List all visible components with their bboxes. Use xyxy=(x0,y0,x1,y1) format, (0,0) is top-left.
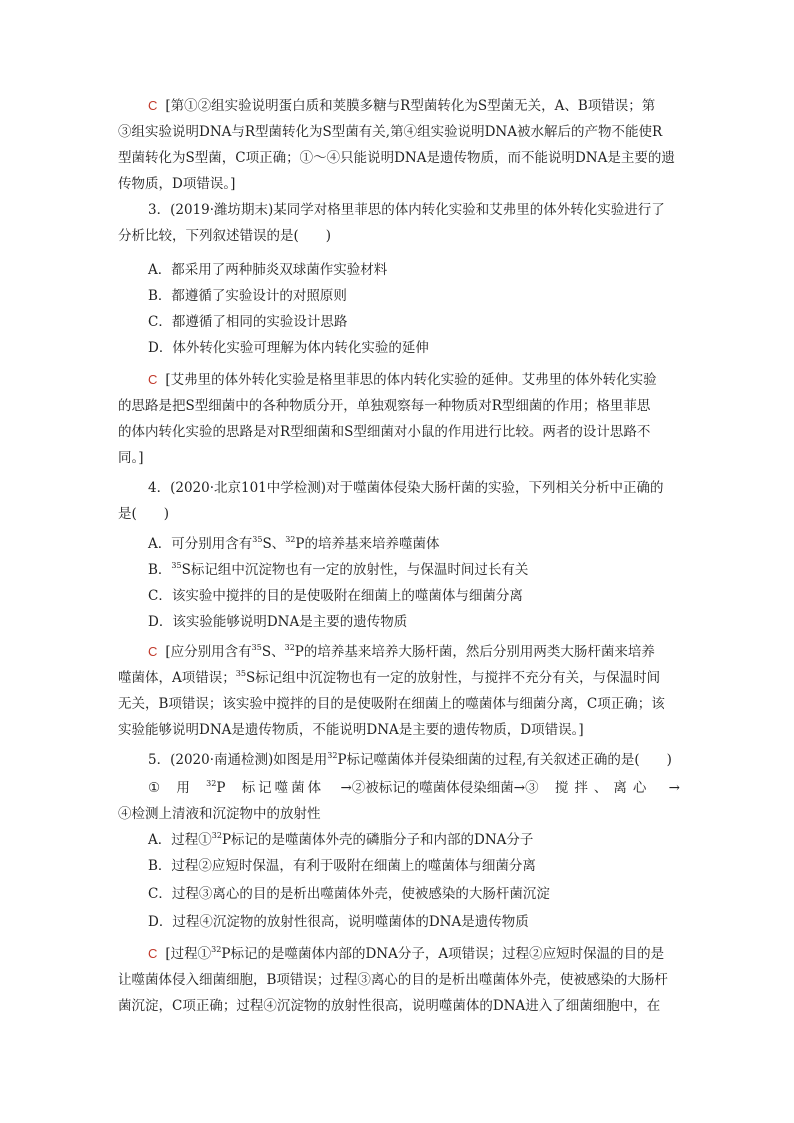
q4-explanation-line-1: C [应分别用含有$^{35}$S、$^{32}$P的培养基来培养大肠杆菌，然后分别用两类大肠杆菌来培养 xyxy=(148,643,655,660)
q3-explanation-line-2: 的思路是把S型细菌中的各种物质分开，单独观察每一种物质对R型细菌的作用；格里菲思 xyxy=(118,398,651,414)
q5-explanation-line-3: 菌沉淀，C项正确；过程④沉淀物的放射性很高，说明噬菌体的DNA进入了细菌细胞中，在 xyxy=(118,998,661,1014)
q2-explanation-line-1: C [第①②组实验说明蛋白质和荚膜多糖与R型菌转化为S型菌无关，A、B项错误；第 xyxy=(148,98,656,114)
q3-option-c: C．都遵循了相同的实验设计思路 xyxy=(148,314,348,330)
q2-explanation-line-4: 传物质，D项错误。] xyxy=(118,176,236,192)
q3-explanation-line-1: C [艾弗里的体外转化实验是格里菲思的体内转化实验的延伸。艾弗里的体外转化实验 xyxy=(148,372,657,388)
q3-stem-line-2: 分析比较，下列叙述错误的是( ) xyxy=(118,228,332,244)
q4-option-a: A．可分别用含有$^{35}$S、$^{32}$P的培养基来培养噬菌体 xyxy=(148,535,440,552)
q3-option-d: D．体外转化实验可理解为体内转化实验的延伸 xyxy=(148,340,429,356)
q4-option-d: D．该实验能够说明DNA是主要的遗传物质 xyxy=(148,614,408,630)
q5-option-a: A．过程①$^{32}$P标记的是噬菌体外壳的磷脂分子和内部的DNA分子 xyxy=(148,831,534,848)
q2-explanation-line-3: 型菌转化为S型菌，C项正确；①～④只能说明DNA是遗传物质，而不能说明DNA是主要的遗 xyxy=(118,150,675,166)
q5-explanation-line-2: 让噬菌体侵入细菌细胞，B项错误；过程③离心的目的是析出噬菌体外壳，使被感染的大肠杆 xyxy=(118,972,668,988)
q3-explanation-line-3: 的体内转化实验的思路是对R型细菌和S型细菌对小鼠的作用进行比较。两者的设计思路不 xyxy=(118,424,651,440)
answer-letter: C xyxy=(148,946,158,961)
q5-option-c: C．过程③离心的目的是析出噬菌体外壳，使被感染的大肠杆菌沉淀 xyxy=(148,886,550,902)
q3-explanation-line-4: 同。] xyxy=(118,450,144,466)
q5-flow-end: ④检测上清液和沉淀物中的放射性 xyxy=(118,806,321,822)
q4-explanation-line-4: 实验能够说明DNA是遗传物质，不能说明DNA是主要的遗传物质，D项错误。] xyxy=(118,722,584,738)
q3-stem-line-1: 3．(2019·潍坊期末)某同学对格里菲思的体内转化实验和艾弗里的体外转化实验进行了 xyxy=(148,202,665,218)
answer-letter: C xyxy=(148,644,158,659)
q5-option-b: B．过程②应短时保温，有利于吸附在细菌上的噬菌体与细菌分离 xyxy=(148,858,536,874)
q4-stem-line-2: 是( ) xyxy=(118,506,170,522)
q4-option-b: B．$^{35}$S标记组中沉淀物也有一定的放射性，与保温时间过长有关 xyxy=(148,561,529,578)
q5-flow-line: ① 用 $^{32}$P 标记噬菌体 →②被标记的噬菌体侵染细菌→③ 搅拌、离心 → xyxy=(148,779,680,796)
q5-option-d: D．过程④沉淀物的放射性很高，说明噬菌体的DNA是遗传物质 xyxy=(148,914,529,930)
q4-option-c: C．该实验中搅拌的目的是使吸附在细菌上的噬菌体与细菌分离 xyxy=(148,588,523,604)
q3-option-a: A．都采用了两种肺炎双球菌作实验材料 xyxy=(148,262,388,278)
q3-option-b: B．都遵循了实验设计的对照原则 xyxy=(148,288,347,304)
q5-stem: 5．(2020·南通检测)如图是用$^{32}$P标记噬菌体并侵染细菌的过程,有关叙述正确的是( ) xyxy=(148,751,672,768)
q2-explanation-line-2: ③组实验说明DNA与R型菌转化为S型菌有关,第④组实验说明DNA被水解后的产物不能使R xyxy=(118,124,663,140)
answer-letter: C xyxy=(148,372,158,387)
q4-explanation-line-2: 噬菌体，A项错误；$^{35}$S标记组中沉淀物也有一定的放射性，与搅拌不充分有关，与保温时间 xyxy=(118,669,661,686)
q4-explanation-line-3: 无关，B项错误；该实验中搅拌的目的是使吸附在细菌上的噬菌体与细菌分离，C项正确；该 xyxy=(118,696,665,712)
q5-explanation-line-1: C [过程①$^{32}$P标记的是噬菌体内部的DNA分子，A项错误；过程②应短时保温的目的是 xyxy=(148,945,665,962)
answer-letter: C xyxy=(148,98,158,113)
q4-stem-line-1: 4．(2020·北京101中学检测)对于噬菌体侵染大肠杆菌的实验，下列相关分析中正确的 xyxy=(148,480,664,496)
